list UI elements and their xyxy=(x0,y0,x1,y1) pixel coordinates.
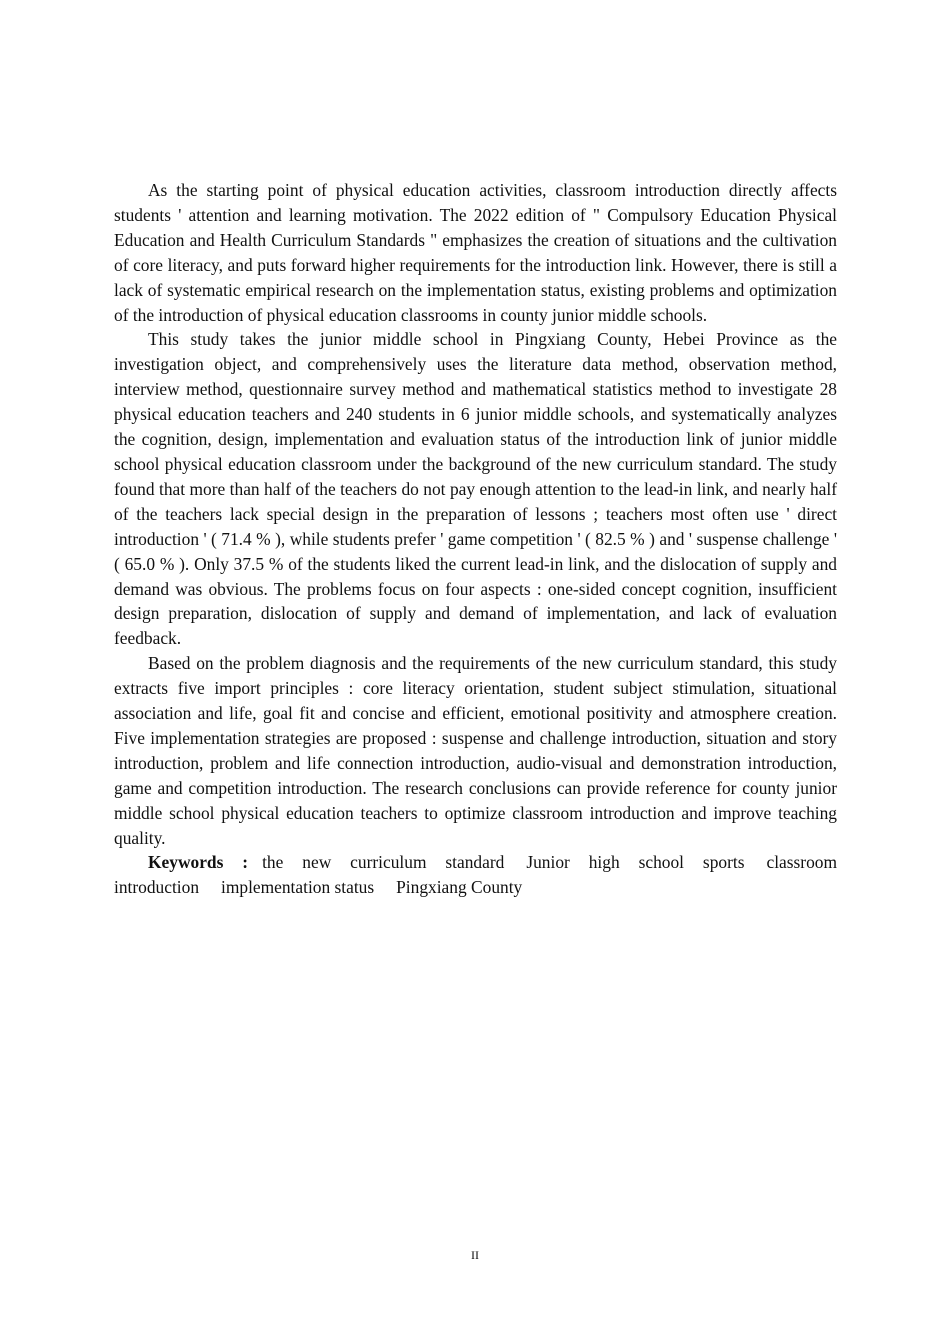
abstract-paragraph-2: This study takes the junior middle school in Pingxiang County, Hebei Province as the investigation object, and comprehensively uses the literature data method, observation method, interview method, questionnaire survey method and mathematical statistics method to investigate 28 physical education teachers and 240 students in 6 junior middle schools, and systematically analyzes the cognition, design, implementation and evaluation status of the introduction link of junior middle school physical education classroom under the background of the new curriculum standard. The study found that more than half of the teachers do not pay enough attention to the lead-in link, and nearly half of the teachers lack special design in the preparation of lessons ; teachers most often use ' direct introduction ' ( 71.4 % ), while students prefer ' game competition ' ( 82.5 % ) and ' suspense challenge ' ( 65.0 % ). Only 37.5 % of the students liked the current lead-in link, and the dislocation of supply and demand was obvious. The problems focus on four aspects : one-sided concept cognition, insufficient design preparation, dislocation of supply and demand of implementation, and lack of evaluation feedback. xyxy=(114,329,837,649)
keyword-item: classroom introduction xyxy=(114,852,837,898)
keyword-item: the new curriculum standard xyxy=(262,852,505,873)
abstract-body xyxy=(114,178,837,900)
page-number: II xyxy=(471,1248,479,1262)
keyword-item: Junior high school sports xyxy=(526,852,745,873)
keyword-item: implementation status xyxy=(221,877,375,898)
abstract-paragraph-3: Based on the problem diagnosis and the requirements of the new curriculum standard, this study extracts five import principles : core literacy orientation, student subject stimulation, situational association and life, goal fit and concise and efficient, emotional positivity and atmosphere creation. Five implementation strategies are proposed : suspense and challenge introduction, situation and story introduction, problem and life connection introduction, audio-visual and demonstration introduction, game and competition introduction. The research conclusions can provide reference for county junior middle school physical education teachers to optimize classroom introduction and improve teaching quality. xyxy=(114,653,837,848)
abstract-paragraph-1: As the starting point of physical education activities, classroom introduction directly affects students ' attention and learning motivation. The 2022 edition of " Compulsory Education Physical Education and Health Curriculum Standards " emphasizes the creation of situations and the cultivation of core literacy, and puts forward higher requirements for the introduction link. However, there is still a lack of systematic empirical research on the implementation status, existing problems and optimization of the introduction of physical education classrooms in county junior middle schools. xyxy=(114,180,837,325)
keywords-line xyxy=(114,850,837,900)
keyword-item: Pingxiang County xyxy=(396,877,523,898)
keywords-label: Keywords : xyxy=(148,852,249,873)
